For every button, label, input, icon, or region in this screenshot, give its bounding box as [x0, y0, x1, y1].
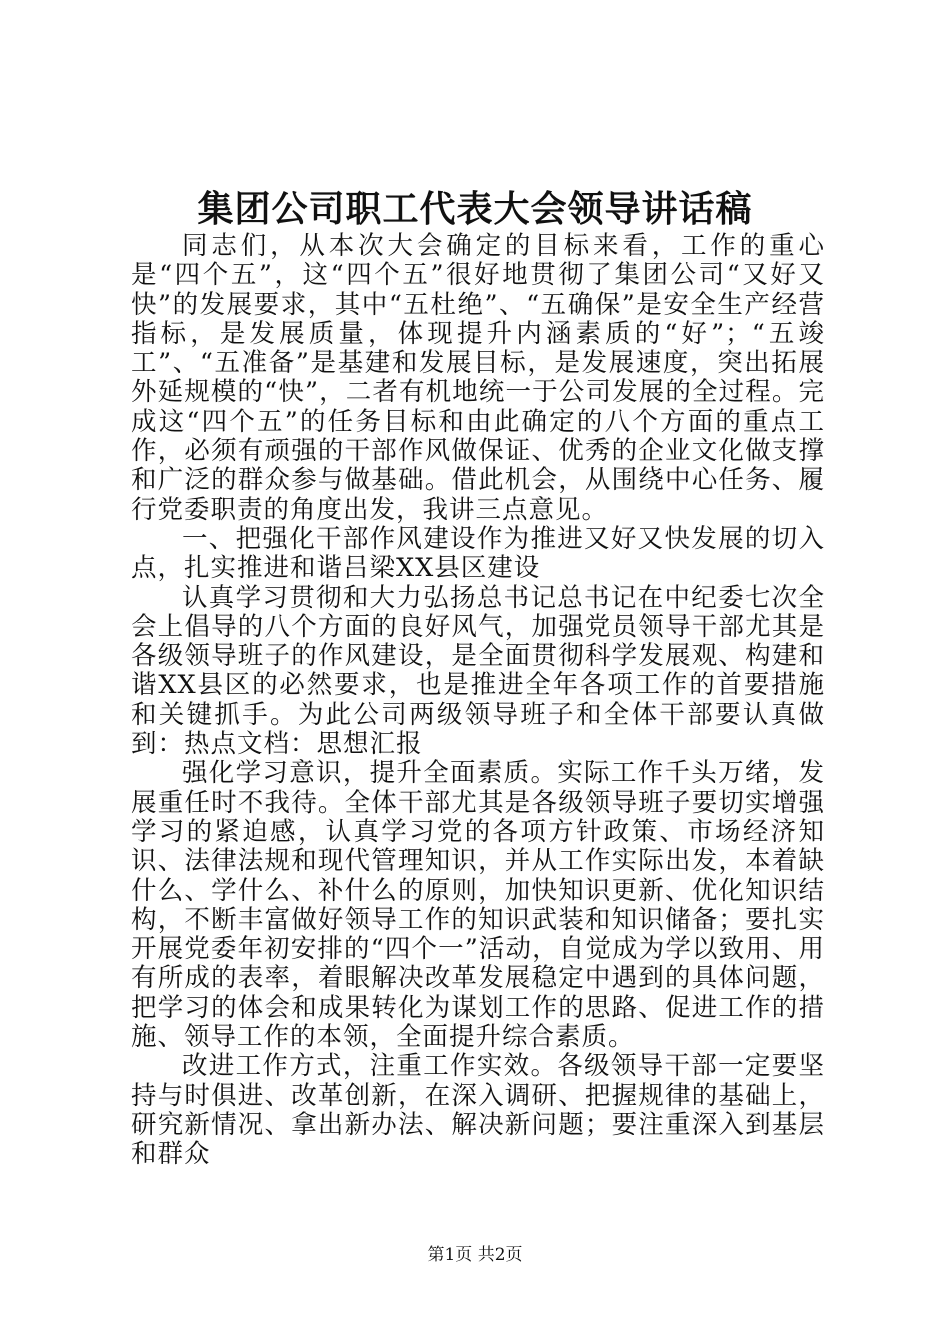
paragraph-2: 一、把强化干部作风建设作为推进又好又快发展的切入点，扎实推进和谐吕梁XX县区建设 [131, 523, 825, 584]
page-footer: 第1页 共2页 [427, 1245, 523, 1265]
paragraph-5: 改进工作方式，注重工作实效。各级领导干部一定要坚持与时俱进、改革创新，在深入调研、把握规律的基础上，研究新情况、拿出新办法、解决新问题；要注重深入到基层和群众 [131, 1051, 825, 1170]
paragraph-4: 强化学习意识，提升全面素质。实际工作千头万绪，发展重任时不我待。全体干部尤其是各级领导班子要切实增强学习的紧迫感，认真学习党的各项方针政策、市场经济知识、法律法规和现代管理知识，并从工作实际出发，本着缺什么、学什么、补什么的原则，加快知识更新、优化知识结构，不断丰富做好领导工作的知识武装和知识储备；要扎实开展党委年初安排的“四个一”活动，自觉成为学以致用、用有所成的表率，着眼解决改革发展稳定中遇到的具体问题，把学习的体会和成果转化为谋划工作的思路、促进工作的措施、领导工作的本领，全面提升综合素质。 [131, 758, 825, 1053]
paragraph-1: 同志们，从本次大会确定的目标来看，工作的重心是“四个五”，这“四个五”很好地贯彻了集团公司“又好又快”的发展要求，其中“五杜绝”、“五确保”是安全生产经营指标，是发展质量，体现提升内涵素质的“好”；“五竣工”、“五准备”是基建和发展目标，是发展速度，突出拓展外延规模的“快”，二者有机地统一于公司发展的全过程。完成这“四个五”的任务目标和由此确定的八个方面的重点工作，必须有顽强的干部作风做保证、优秀的企业文化做支撑和广泛的群众参与做基础。借此机会，从围绕中心任务、履行党委职责的角度出发，我讲三点意见。 [131, 231, 825, 525]
document-body [131, 232, 825, 1170]
paragraph-3: 认真学习贯彻和大力弘扬总书记总书记在中纪委七次全会上倡导的八个方面的良好风气，加强党员领导干部尤其是各级领导班子的作风建设，是全面贯彻科学发展观、构建和谐XX县区的必然要求，也是推进全年各项工作的首要措施和关键抓手。为此公司两级领导班子和全体干部要认真做到：热点文档：思想汇报 [131, 582, 825, 760]
document-title: 集团公司职工代表大会领导讲话稿 [197, 188, 753, 230]
